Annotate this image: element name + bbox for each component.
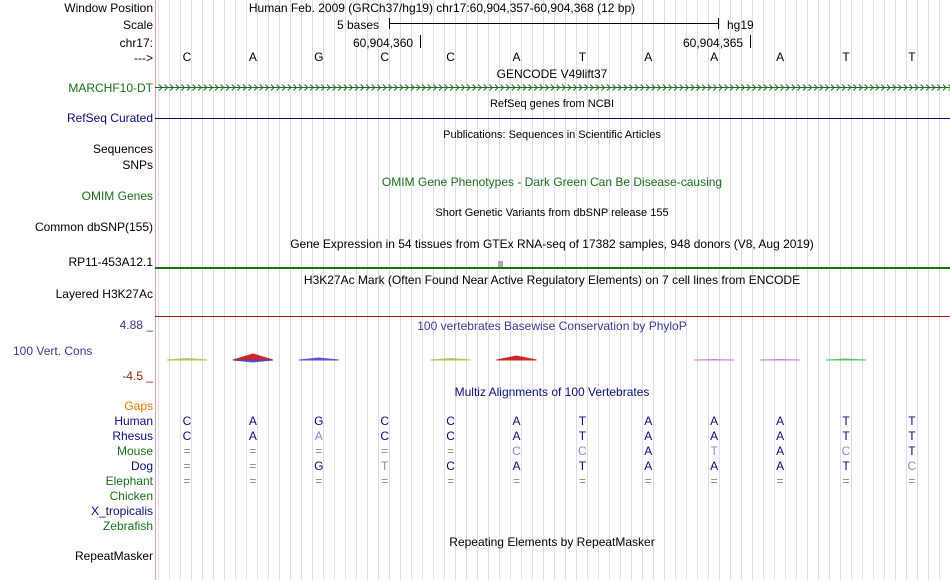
alignment-base: = bbox=[512, 474, 520, 488]
alignment-base: A bbox=[314, 429, 323, 443]
alignment-base: A bbox=[512, 414, 521, 428]
alignment-base: T bbox=[381, 459, 389, 473]
alignment-base: A bbox=[776, 429, 785, 443]
alignment-base: = bbox=[447, 444, 455, 458]
species-label-human[interactable]: Human bbox=[114, 414, 153, 428]
alignment-base: A bbox=[644, 459, 653, 473]
alignment-base: C bbox=[182, 414, 192, 428]
alignment-base: C bbox=[380, 429, 390, 443]
strand-label: ---> bbox=[134, 51, 153, 65]
alignment-base: C bbox=[907, 459, 917, 473]
reference-base: A bbox=[248, 50, 257, 64]
reference-base: T bbox=[842, 50, 850, 64]
species-label-zebrafish[interactable]: Zebrafish bbox=[102, 519, 153, 533]
alignment-base: C bbox=[446, 429, 455, 443]
dbsnp-track-title: Short Genetic Variants from dbSNP release 155 bbox=[435, 207, 669, 219]
phylop-score-mark bbox=[299, 358, 339, 360]
alignment-base: A bbox=[776, 459, 785, 473]
coord-left: 60,904,360 bbox=[353, 36, 414, 50]
sequences-track-label[interactable]: Sequences bbox=[92, 142, 153, 156]
species-label-mouse[interactable]: Mouse bbox=[116, 444, 153, 458]
gtex-track-label[interactable]: RP11-453A12.1 bbox=[68, 255, 153, 269]
alignment-base: = bbox=[644, 474, 652, 488]
alignment-base: = bbox=[776, 474, 784, 488]
reference-base: C bbox=[446, 50, 455, 64]
multiz-track-title: Multiz Alignments of 100 Vertebrates bbox=[454, 385, 650, 399]
alignment-base: T bbox=[710, 444, 718, 458]
reference-base: C bbox=[380, 50, 390, 64]
alignment-base: = bbox=[447, 474, 455, 488]
alignment-base: = bbox=[315, 474, 323, 488]
species-label-elephant[interactable]: Elephant bbox=[105, 474, 153, 488]
alignment-base: T bbox=[578, 459, 587, 473]
reference-base: C bbox=[182, 50, 192, 64]
alignment-base: A bbox=[644, 444, 653, 458]
reference-base: A bbox=[776, 50, 785, 64]
alignment-base: C bbox=[380, 414, 390, 428]
species-label-rhesus[interactable]: Rhesus bbox=[112, 429, 153, 443]
alignment-base: T bbox=[842, 429, 850, 443]
alignment-base: T bbox=[842, 459, 850, 473]
gtex-track-title: Gene Expression in 54 tissues from GTEx RNA-seq of 17382 samples, 948 donors (V8, Aug 2019) bbox=[290, 237, 814, 251]
species-label-chicken[interactable]: Chicken bbox=[109, 489, 153, 503]
dbsnp-track-label[interactable]: Common dbSNP(155) bbox=[34, 220, 153, 234]
conservation-track-title: 100 vertebrates Basewise Conservation by PhyloP bbox=[417, 319, 687, 333]
alignment-base: A bbox=[644, 414, 653, 428]
alignment-base: = bbox=[381, 474, 389, 488]
phylop-score-mark bbox=[233, 354, 273, 360]
gencode-track-label[interactable]: MARCHF10-DT bbox=[68, 81, 153, 95]
species-label-x_tropicalis[interactable]: X_tropicalis bbox=[90, 504, 153, 518]
alignment-base: T bbox=[908, 444, 916, 458]
alignment-base: T bbox=[842, 414, 850, 428]
alignment-base: A bbox=[776, 444, 785, 458]
omim-track-title: OMIM Gene Phenotypes - Dark Green Can Be Disease-causing bbox=[381, 175, 723, 189]
publications-track-title: Publications: Sequences in Scientific Articles bbox=[443, 129, 661, 141]
alignment-base: A bbox=[512, 429, 521, 443]
conservation-track-label[interactable]: 100 Vert. Cons bbox=[13, 344, 93, 358]
alignment-base: C bbox=[512, 444, 521, 458]
phylop-score-mark bbox=[694, 360, 734, 361]
scale-label: Scale bbox=[122, 18, 153, 32]
refseq-track-label[interactable]: RefSeq Curated bbox=[66, 111, 153, 125]
alignment-base: T bbox=[578, 414, 587, 428]
alignment-base: = bbox=[842, 474, 850, 488]
alignment-base: = bbox=[183, 474, 191, 488]
reference-base: G bbox=[314, 50, 324, 64]
gtex-gene-bar bbox=[155, 267, 950, 269]
alignment-base: A bbox=[710, 429, 719, 443]
alignment-base: A bbox=[644, 429, 653, 443]
alignment-base: G bbox=[314, 414, 324, 428]
alignment-base: = bbox=[183, 444, 191, 458]
alignment-base: A bbox=[710, 414, 719, 428]
snps-track-label[interactable]: SNPs bbox=[122, 158, 153, 172]
scale-bases-text: 5 bases bbox=[337, 18, 380, 32]
alignment-base: A bbox=[512, 459, 521, 473]
alignment-base: A bbox=[776, 414, 785, 428]
alignment-base: T bbox=[908, 414, 916, 428]
alignment-base: C bbox=[446, 459, 455, 473]
repeatmasker-track-label[interactable]: RepeatMasker bbox=[74, 549, 153, 563]
h3k27ac-track-title: H3K27Ac Mark (Often Found Near Active Regulatory Elements) on 7 cell lines from ENCODE bbox=[303, 273, 801, 287]
repeatmasker-track-title: Repeating Elements by RepeatMasker bbox=[449, 535, 655, 549]
alignment-base: A bbox=[710, 459, 719, 473]
alignment-base: = bbox=[710, 474, 718, 488]
alignment-base: T bbox=[908, 429, 916, 443]
coord-right: 60,904,365 bbox=[683, 36, 744, 50]
gaps-label[interactable]: Gaps bbox=[124, 399, 153, 413]
chrom-label: chr17: bbox=[119, 36, 153, 50]
alignment-base: C bbox=[578, 444, 587, 458]
scale-assembly-text: hg19 bbox=[727, 18, 754, 32]
alignment-base: = bbox=[908, 474, 916, 488]
window-position-label: Window Position bbox=[64, 1, 153, 15]
alignment-base: T bbox=[578, 429, 587, 443]
alignment-base: = bbox=[249, 459, 257, 473]
alignment-base: A bbox=[248, 414, 257, 428]
omim-track-label[interactable]: OMIM Genes bbox=[81, 189, 153, 203]
reference-base: A bbox=[644, 50, 653, 64]
alignment-base: C bbox=[446, 414, 455, 428]
species-label-dog[interactable]: Dog bbox=[130, 459, 153, 473]
alignment-base: = bbox=[249, 444, 257, 458]
alignment-base: C bbox=[841, 444, 851, 458]
reference-base: A bbox=[512, 50, 521, 64]
h3k27ac-track-label[interactable]: Layered H3K27Ac bbox=[55, 287, 153, 301]
phylop-score-mark bbox=[431, 359, 471, 361]
reference-base: T bbox=[908, 50, 916, 64]
alignment-base: = bbox=[315, 444, 323, 458]
alignment-base: = bbox=[578, 474, 586, 488]
reference-base: T bbox=[578, 50, 587, 64]
reference-base: A bbox=[710, 50, 719, 64]
alignment-base: G bbox=[314, 459, 324, 473]
phylop-max-label: 4.88 _ bbox=[119, 318, 153, 332]
alignment-base: = bbox=[249, 474, 257, 488]
alignment-base: A bbox=[248, 429, 257, 443]
phylop-score-mark bbox=[167, 359, 207, 361]
phylop-score-mark bbox=[826, 359, 866, 360]
alignment-base: = bbox=[381, 444, 389, 458]
browser-track-image[interactable] bbox=[155, 0, 950, 580]
phylop-score-mark bbox=[760, 360, 800, 361]
track-graphics bbox=[155, 0, 950, 580]
refseq-track-title: RefSeq genes from NCBI bbox=[489, 98, 615, 110]
gencode-track-title: GENCODE V49lift37 bbox=[496, 67, 608, 81]
phylop-score-mark bbox=[233, 360, 273, 362]
gtex-marker bbox=[498, 261, 503, 267]
phylop-score-mark bbox=[497, 356, 537, 360]
alignment-base: = bbox=[183, 459, 191, 473]
alignment-base: C bbox=[182, 429, 192, 443]
window-position-text: Human Feb. 2009 (GRCh37/hg19) chr17:60,904,357-60,904,368 (12 bp) bbox=[248, 1, 636, 15]
phylop-min-label: -4.5 _ bbox=[122, 369, 153, 383]
